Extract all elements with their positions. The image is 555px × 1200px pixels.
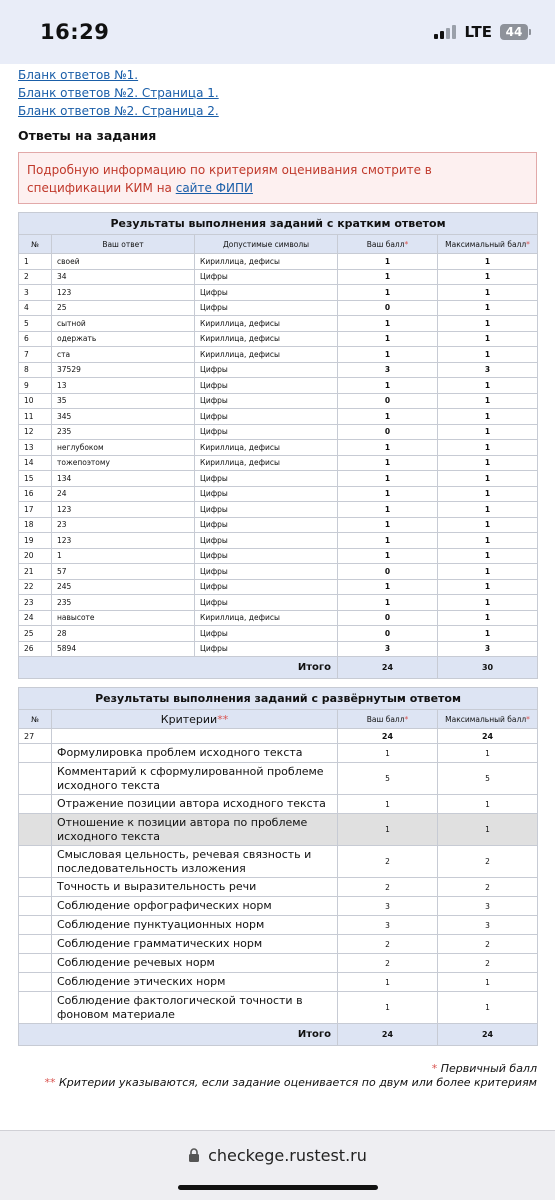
- info-alert: [18, 152, 537, 204]
- table-row: [19, 254, 538, 270]
- cell-max: 1: [438, 626, 538, 642]
- link-answer-form-1[interactable]: Бланк ответов №1.: [18, 68, 139, 82]
- cell-number: 8: [19, 362, 52, 378]
- table-row: [19, 595, 538, 611]
- table-row: [19, 285, 538, 301]
- cell-number: 3: [19, 285, 52, 301]
- cell-max: 1: [438, 316, 538, 332]
- table-row: [19, 440, 538, 456]
- criteria-max: 2: [438, 878, 538, 897]
- cell-max: 1: [438, 533, 538, 549]
- extended-table-body: [19, 729, 538, 1024]
- cell-score: 0: [338, 424, 438, 440]
- cell-allowed: Кириллица, дефисы: [195, 331, 338, 347]
- network-type: LTE: [464, 23, 492, 41]
- cell-number: 22: [19, 579, 52, 595]
- table-row: [19, 610, 538, 626]
- cell-allowed: Цифры: [195, 285, 338, 301]
- table-row: [19, 424, 538, 440]
- cell-answer: 28: [52, 626, 195, 642]
- link-answer-form-2-page-2[interactable]: Бланк ответов №2. Страница 2.: [18, 104, 219, 118]
- cell-answer: 57: [52, 564, 195, 580]
- col-number: №: [19, 235, 52, 254]
- cell-allowed: Кириллица, дефисы: [195, 440, 338, 456]
- criteria-score: 1: [338, 795, 438, 814]
- cell-answer: одержать: [52, 331, 195, 347]
- extended-table-title: Результаты выполнения заданий с развёрнутым ответом: [19, 688, 538, 710]
- criteria-score: 3: [338, 916, 438, 935]
- footnote-primary: * Первичный балл: [431, 1062, 537, 1075]
- cell-max: 1: [438, 610, 538, 626]
- cell-score: 0: [338, 300, 438, 316]
- link-answer-form-2-page-1[interactable]: Бланк ответов №2. Страница 1.: [18, 86, 219, 100]
- section-title: Ответы на задания: [18, 128, 157, 143]
- cell-allowed: Цифры: [195, 378, 338, 394]
- cell-answer: 123: [52, 502, 195, 518]
- battery-icon: [500, 24, 531, 40]
- cell-max: 1: [438, 393, 538, 409]
- cell-number: 2: [19, 269, 52, 285]
- cell-number: 6: [19, 331, 52, 347]
- cell-number: 5: [19, 316, 52, 332]
- col-your-answer: Ваш ответ: [52, 235, 195, 254]
- cell-allowed: Цифры: [195, 595, 338, 611]
- cell-number: 13: [19, 440, 52, 456]
- criteria-row: [19, 846, 538, 878]
- table-row: [19, 300, 538, 316]
- cell-max: 1: [438, 424, 538, 440]
- task-score: 24: [338, 729, 438, 744]
- cell-allowed: Кириллица, дефисы: [195, 347, 338, 363]
- task-number: 27: [19, 729, 52, 744]
- criteria-max: 1: [438, 973, 538, 992]
- cell-answer: 134: [52, 471, 195, 487]
- table-row: [19, 316, 538, 332]
- criteria-row: [19, 763, 538, 795]
- table-row: [19, 347, 538, 363]
- cell-number: 9: [19, 378, 52, 394]
- table-row: [19, 564, 538, 580]
- col-your-score: Ваш балл*: [338, 235, 438, 254]
- cell-answer: ста: [52, 347, 195, 363]
- task-max: 24: [438, 729, 538, 744]
- table-row: [19, 331, 538, 347]
- cell-answer: 24: [52, 486, 195, 502]
- cell-max: 1: [438, 502, 538, 518]
- cell-allowed: Кириллица, дефисы: [195, 610, 338, 626]
- criteria-name: Соблюдение фактологической точности в фоновом материале: [52, 992, 338, 1024]
- cell-score: 1: [338, 316, 438, 332]
- footnotes: [18, 1062, 537, 1090]
- url-field[interactable]: [0, 1146, 555, 1165]
- cell-answer: 345: [52, 409, 195, 425]
- col-criteria: Критерии**: [52, 710, 338, 729]
- cell-max: 1: [438, 300, 538, 316]
- criteria-score: 5: [338, 763, 438, 795]
- cell-allowed: Кириллица, дефисы: [195, 455, 338, 471]
- cell-answer: своей: [52, 254, 195, 270]
- cell-allowed: Цифры: [195, 269, 338, 285]
- cell-allowed: Цифры: [195, 362, 338, 378]
- cell-max: 1: [438, 378, 538, 394]
- cell-answer: 235: [52, 595, 195, 611]
- criteria-max: 3: [438, 897, 538, 916]
- criteria-row: [19, 935, 538, 954]
- col-allowed-symbols: Допустимые символы: [195, 235, 338, 254]
- criteria-score: 2: [338, 846, 438, 878]
- criteria-max: 2: [438, 954, 538, 973]
- cell-score: 1: [338, 502, 438, 518]
- table-row: [19, 362, 538, 378]
- cell-max: 1: [438, 471, 538, 487]
- cell-answer: сытной: [52, 316, 195, 332]
- cell-max: 1: [438, 579, 538, 595]
- cell-score: 1: [338, 579, 438, 595]
- cell-score: 1: [338, 533, 438, 549]
- cell-score: 1: [338, 269, 438, 285]
- criteria-max: 1: [438, 992, 538, 1024]
- col-max-score: Максимальный балл*: [438, 235, 538, 254]
- cell-score: 0: [338, 564, 438, 580]
- fipi-link[interactable]: сайте ФИПИ: [175, 181, 253, 195]
- short-answer-table: [18, 212, 538, 679]
- table-row: [19, 409, 538, 425]
- criteria-score: 1: [338, 744, 438, 763]
- criteria-name: Соблюдение этических норм: [52, 973, 338, 992]
- cell-answer: 25: [52, 300, 195, 316]
- criteria-name: Соблюдение грамматических норм: [52, 935, 338, 954]
- criteria-score: 2: [338, 935, 438, 954]
- extended-total-max: 24: [438, 1024, 538, 1046]
- cell-allowed: Цифры: [195, 424, 338, 440]
- cell-allowed: Цифры: [195, 533, 338, 549]
- criteria-row: [19, 992, 538, 1024]
- cell-number: 16: [19, 486, 52, 502]
- cell-allowed: Цифры: [195, 564, 338, 580]
- cell-answer: 35: [52, 393, 195, 409]
- cell-allowed: Цифры: [195, 517, 338, 533]
- cell-max: 1: [438, 486, 538, 502]
- extended-total-row: [19, 1024, 538, 1046]
- short-total-max: 30: [438, 657, 538, 679]
- lock-icon: [188, 1148, 200, 1163]
- criteria-row: [19, 973, 538, 992]
- cell-score: 1: [338, 254, 438, 270]
- cell-answer: 235: [52, 424, 195, 440]
- criteria-name: Формулировка проблем исходного текста: [52, 744, 338, 763]
- table-row: [19, 548, 538, 564]
- criteria-row: [19, 954, 538, 973]
- table-row: [19, 502, 538, 518]
- cell-allowed: Цифры: [195, 393, 338, 409]
- criteria-row: [19, 878, 538, 897]
- criteria-score: 1: [338, 992, 438, 1024]
- criteria-score: 3: [338, 897, 438, 916]
- criteria-score: 2: [338, 878, 438, 897]
- cell-number: 12: [19, 424, 52, 440]
- cell-allowed: Цифры: [195, 548, 338, 564]
- battery-level: 44: [500, 24, 528, 40]
- cell-allowed: Цифры: [195, 486, 338, 502]
- cell-max: 1: [438, 347, 538, 363]
- cell-number: 19: [19, 533, 52, 549]
- cell-number: 15: [19, 471, 52, 487]
- cell-allowed: Цифры: [195, 626, 338, 642]
- cell-max: 1: [438, 440, 538, 456]
- cell-answer: неглубоком: [52, 440, 195, 456]
- cell-max: 3: [438, 362, 538, 378]
- criteria-row: [19, 897, 538, 916]
- criteria-score: 1: [338, 814, 438, 846]
- criteria-max: 1: [438, 795, 538, 814]
- cell-score: 1: [338, 440, 438, 456]
- criteria-score: 1: [338, 973, 438, 992]
- cell-allowed: Цифры: [195, 409, 338, 425]
- cell-allowed: Кириллица, дефисы: [195, 316, 338, 332]
- cell-allowed: Цифры: [195, 471, 338, 487]
- cell-number: 25: [19, 626, 52, 642]
- table-row: [19, 517, 538, 533]
- cell-max: 1: [438, 595, 538, 611]
- criteria-name: Соблюдение речевых норм: [52, 954, 338, 973]
- cell-score: 1: [338, 471, 438, 487]
- alert-text: Подробную информацию по критериям оценивания смотрите в спецификации КИМ на: [27, 163, 432, 195]
- cell-score: 1: [338, 548, 438, 564]
- cell-score: 0: [338, 393, 438, 409]
- criteria-max: 1: [438, 744, 538, 763]
- cell-number: 26: [19, 641, 52, 657]
- cell-answer: 34: [52, 269, 195, 285]
- cell-max: 3: [438, 641, 538, 657]
- criteria-name: Соблюдение пунктуационных норм: [52, 916, 338, 935]
- cell-number: 24: [19, 610, 52, 626]
- criteria-score: 2: [338, 954, 438, 973]
- cell-max: 1: [438, 269, 538, 285]
- cell-number: 11: [19, 409, 52, 425]
- short-table-title: Результаты выполнения заданий с кратким ответом: [19, 213, 538, 235]
- cell-answer: 1: [52, 548, 195, 564]
- cell-score: 1: [338, 595, 438, 611]
- cell-score: 1: [338, 331, 438, 347]
- cell-score: 1: [338, 347, 438, 363]
- table-row: [19, 533, 538, 549]
- footnote-criteria: ** Критерии указываются, если задание оценивается по двум или более критериям: [44, 1076, 537, 1089]
- cell-allowed: Кириллица, дефисы: [195, 254, 338, 270]
- cell-answer: 23: [52, 517, 195, 533]
- cell-number: 17: [19, 502, 52, 518]
- cell-answer: навысоте: [52, 610, 195, 626]
- short-total-label: Итого: [19, 657, 338, 679]
- col-max-score: Максимальный балл*: [438, 710, 538, 729]
- cell-answer: 5894: [52, 641, 195, 657]
- cell-score: 1: [338, 486, 438, 502]
- criteria-max: 2: [438, 935, 538, 954]
- cell-number: 21: [19, 564, 52, 580]
- browser-address-bar: [0, 1130, 555, 1200]
- cell-score: 1: [338, 517, 438, 533]
- criteria-max: 2: [438, 846, 538, 878]
- cell-number: 18: [19, 517, 52, 533]
- cell-max: 1: [438, 331, 538, 347]
- col-your-score: Ваш балл*: [338, 710, 438, 729]
- cell-allowed: Цифры: [195, 579, 338, 595]
- home-indicator[interactable]: [178, 1185, 378, 1190]
- cell-max: 1: [438, 564, 538, 580]
- col-number: №: [19, 710, 52, 729]
- criteria-name: Отражение позиции автора исходного текста: [52, 795, 338, 814]
- status-time: 16:29: [40, 20, 110, 44]
- cell-number: 10: [19, 393, 52, 409]
- cell-number: 20: [19, 548, 52, 564]
- table-row: [19, 626, 538, 642]
- short-total-row: [19, 657, 538, 679]
- extended-total-score: 24: [338, 1024, 438, 1046]
- table-row: [19, 641, 538, 657]
- cell-number: 14: [19, 455, 52, 471]
- cell-number: 1: [19, 254, 52, 270]
- cell-max: 1: [438, 254, 538, 270]
- table-row: [19, 393, 538, 409]
- criteria-row: [19, 916, 538, 935]
- answer-form-links: [18, 66, 537, 120]
- criteria-row: [19, 814, 538, 846]
- cell-answer: 123: [52, 533, 195, 549]
- criteria-name: Смысловая цельность, речевая связность и последовательность изложения: [52, 846, 338, 878]
- criteria-name: Соблюдение орфографических норм: [52, 897, 338, 916]
- status-bar: [0, 0, 555, 64]
- table-row: [19, 455, 538, 471]
- cell-score: 0: [338, 610, 438, 626]
- cell-score: 3: [338, 362, 438, 378]
- criteria-row: [19, 744, 538, 763]
- table-row: [19, 579, 538, 595]
- table-row: [19, 269, 538, 285]
- cell-max: 1: [438, 285, 538, 301]
- criteria-max: 1: [438, 814, 538, 846]
- cell-score: 1: [338, 455, 438, 471]
- cell-score: 1: [338, 409, 438, 425]
- criteria-name: Точность и выразительность речи: [52, 878, 338, 897]
- criteria-row: [19, 795, 538, 814]
- criteria-max: 5: [438, 763, 538, 795]
- cellular-signal-icon: [434, 25, 456, 39]
- cell-score: 1: [338, 285, 438, 301]
- extended-answer-table: [18, 687, 538, 1046]
- cell-max: 1: [438, 548, 538, 564]
- status-icons: [434, 23, 531, 41]
- criteria-max: 3: [438, 916, 538, 935]
- extended-total-label: Итого: [19, 1024, 338, 1046]
- short-total-score: 24: [338, 657, 438, 679]
- cell-number: 7: [19, 347, 52, 363]
- cell-max: 1: [438, 517, 538, 533]
- cell-allowed: Цифры: [195, 641, 338, 657]
- cell-answer: тожепоэтому: [52, 455, 195, 471]
- cell-max: 1: [438, 409, 538, 425]
- criteria-name: Комментарий к сформулированной проблеме исходного текста: [52, 763, 338, 795]
- short-table-body: [19, 254, 538, 657]
- cell-score: 0: [338, 626, 438, 642]
- page-content: [0, 64, 555, 1090]
- cell-allowed: Цифры: [195, 300, 338, 316]
- url-text: checkege.rustest.ru: [208, 1146, 367, 1165]
- cell-max: 1: [438, 455, 538, 471]
- cell-number: 23: [19, 595, 52, 611]
- cell-score: 1: [338, 378, 438, 394]
- criteria-name: Отношение к позиции автора по проблеме исходного текста: [52, 814, 338, 846]
- cell-score: 3: [338, 641, 438, 657]
- cell-answer: 123: [52, 285, 195, 301]
- table-row: [19, 471, 538, 487]
- table-row: [19, 378, 538, 394]
- cell-answer: 13: [52, 378, 195, 394]
- cell-number: 4: [19, 300, 52, 316]
- cell-answer: 37529: [52, 362, 195, 378]
- cell-allowed: Цифры: [195, 502, 338, 518]
- task-27-row: [19, 729, 538, 744]
- cell-answer: 245: [52, 579, 195, 595]
- table-row: [19, 486, 538, 502]
